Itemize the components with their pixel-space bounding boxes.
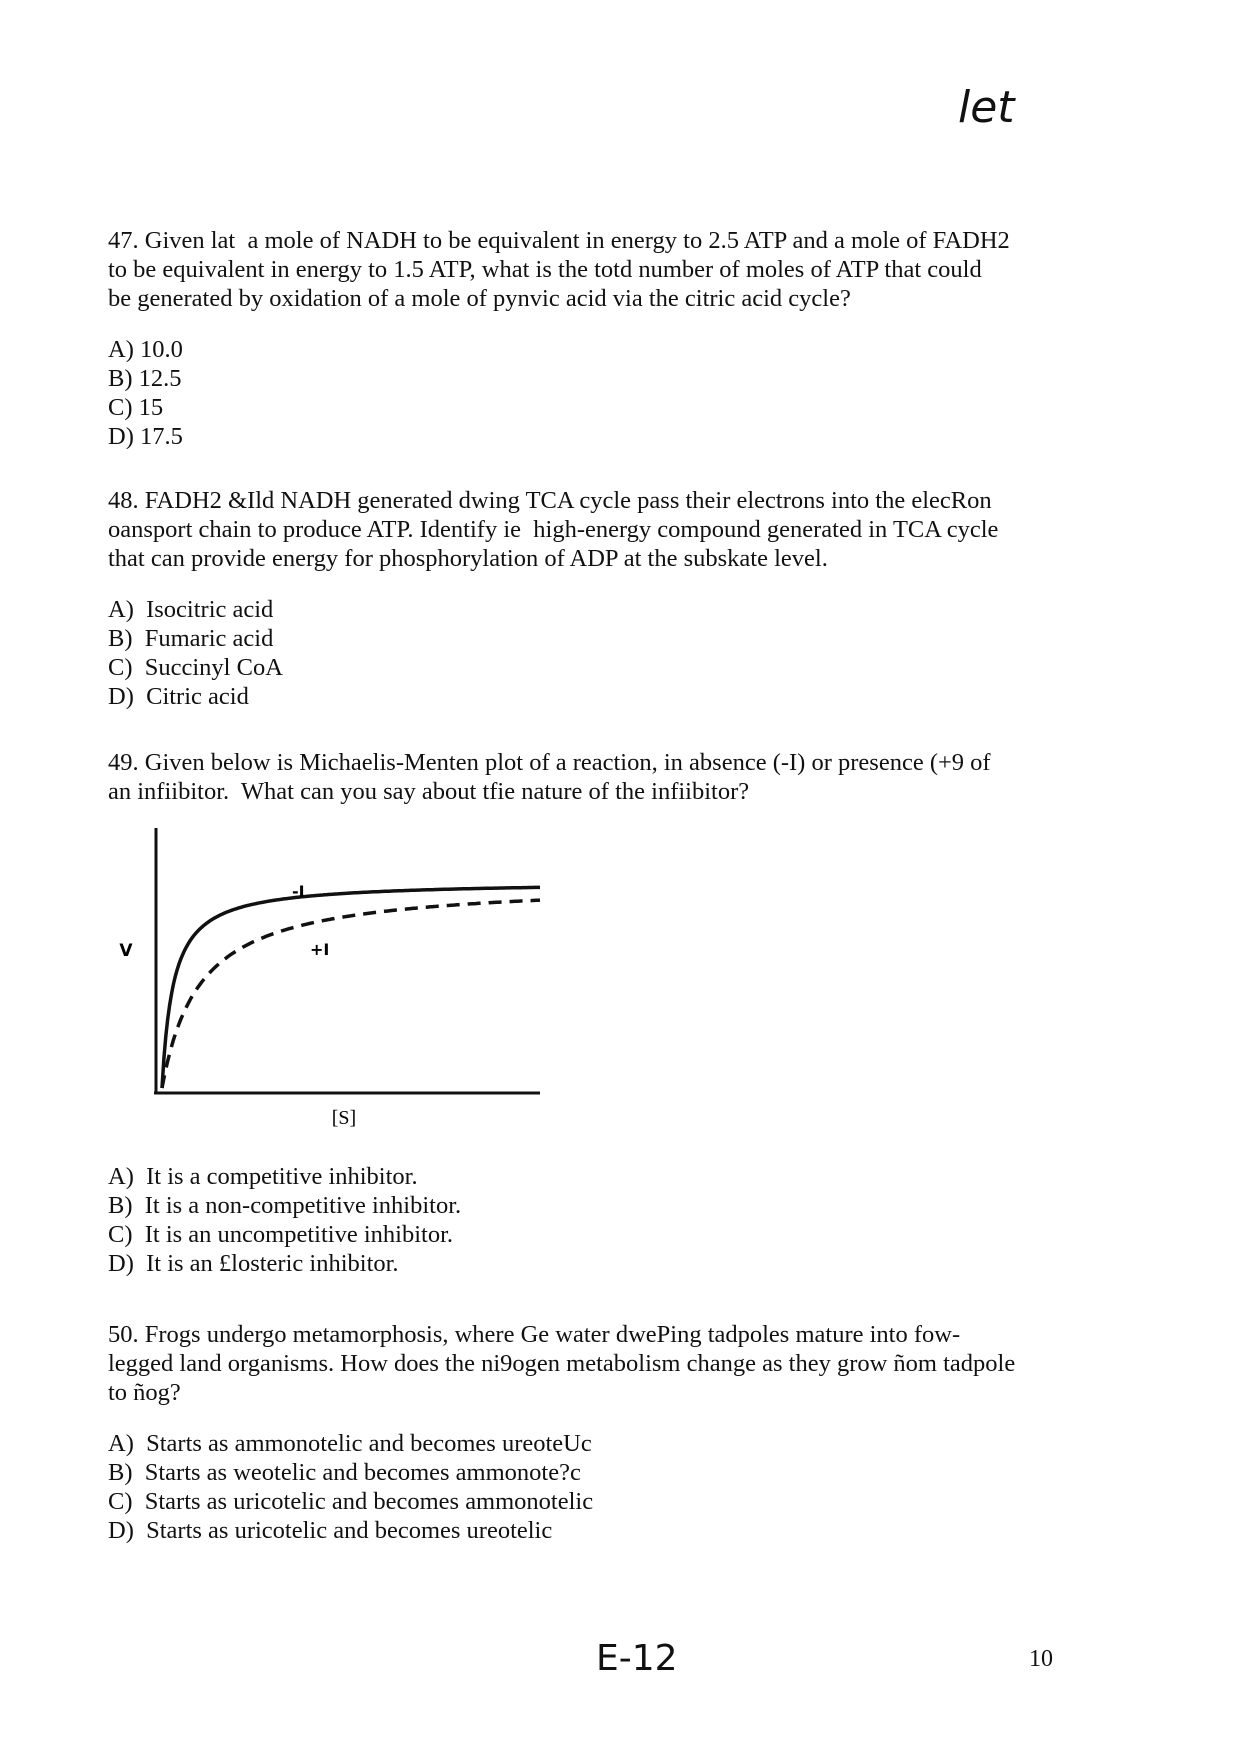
option-b: B) Fumaric acid bbox=[108, 625, 274, 652]
question-50 bbox=[108, 1320, 1058, 1545]
options-list bbox=[108, 335, 1058, 451]
page-number: 10 bbox=[1029, 1646, 1053, 1672]
option-a: A) Starts as ammonotelic and becomes ureoteUc bbox=[108, 1430, 592, 1457]
option-d: D) It is an £losteric inhibitor. bbox=[108, 1250, 399, 1277]
question-text-line: oansport chain to produce ATP. Identify ie high-energy compound generated in TCA cycle bbox=[108, 516, 999, 543]
series-label-plus-i: +I bbox=[310, 940, 330, 959]
option-d: D) Starts as uricotelic and becomes ureotelic bbox=[108, 1517, 553, 1544]
option-c: C) 15 bbox=[108, 394, 164, 421]
option-c: C) Starts as uricotelic and becomes ammonotelic bbox=[108, 1488, 594, 1515]
question-text-line: to be equivalent in energy to 1.5 ATP, what is the totd number of moles of ATP that could bbox=[108, 256, 982, 283]
option-d: D) Citric acid bbox=[108, 683, 249, 710]
question-text-line: legged land organisms. How does the ni9ogen metabolism change as they grow ñom tadpole bbox=[108, 1350, 1016, 1377]
options-list bbox=[108, 1429, 1058, 1545]
michaelis-menten-chart bbox=[100, 820, 580, 1140]
option-a: A) 10.0 bbox=[108, 336, 183, 363]
question-48 bbox=[108, 486, 1058, 711]
question-text-line: an infiibitor. What can you say about tfie nature of the infiibitor? bbox=[108, 778, 750, 805]
series-line-plus-i bbox=[162, 900, 540, 1088]
question-47 bbox=[108, 226, 1058, 451]
option-c: C) Succinyl CoA bbox=[108, 654, 283, 681]
question-text-line: to ñog? bbox=[108, 1379, 181, 1406]
y-axis-label: V bbox=[119, 941, 133, 961]
question-text-line: be generated by oxidation of a mole of pynvic acid via the citric acid cycle? bbox=[108, 285, 851, 312]
option-b: B) It is a non-competitive inhibitor. bbox=[108, 1192, 462, 1219]
question-text-line: 48. FADH2 &Ild NADH generated dwing TCA cycle pass their electrons into the elecRon bbox=[108, 487, 992, 514]
handwritten-footer-mark: E-12 bbox=[596, 1638, 678, 1679]
question-49 bbox=[108, 748, 1058, 806]
option-b: B) Starts as weotelic and becomes ammonote?c bbox=[108, 1459, 581, 1486]
question-text-line: 49. Given below is Michaelis-Menten plot of a reaction, in absence (-I) or presence (+9 of bbox=[108, 749, 991, 776]
question-49-options bbox=[108, 1162, 1058, 1278]
series-label-minus-i: -I bbox=[292, 882, 305, 901]
handwritten-mark: let bbox=[958, 82, 1015, 133]
option-d: D) 17.5 bbox=[108, 423, 183, 450]
option-a: A) It is a competitive inhibitor. bbox=[108, 1163, 418, 1190]
question-text-line: 50. Frogs undergo metamorphosis, where Ge water dwePing tadpoles mature into fow- bbox=[108, 1321, 961, 1348]
question-text-line: that can provide energy for phosphorylation of ADP at the subskate level. bbox=[108, 545, 828, 572]
options-list bbox=[108, 595, 1058, 711]
option-c: C) It is an uncompetitive inhibitor. bbox=[108, 1221, 453, 1248]
question-text-line: 47. Given lat a mole of NADH to be equivalent in energy to 2.5 ATP and a mole of FADH2 bbox=[108, 227, 1010, 254]
option-a: A) Isocitric acid bbox=[108, 596, 274, 623]
x-axis-label: [S] bbox=[331, 1107, 357, 1129]
option-b: B) 12.5 bbox=[108, 365, 182, 392]
